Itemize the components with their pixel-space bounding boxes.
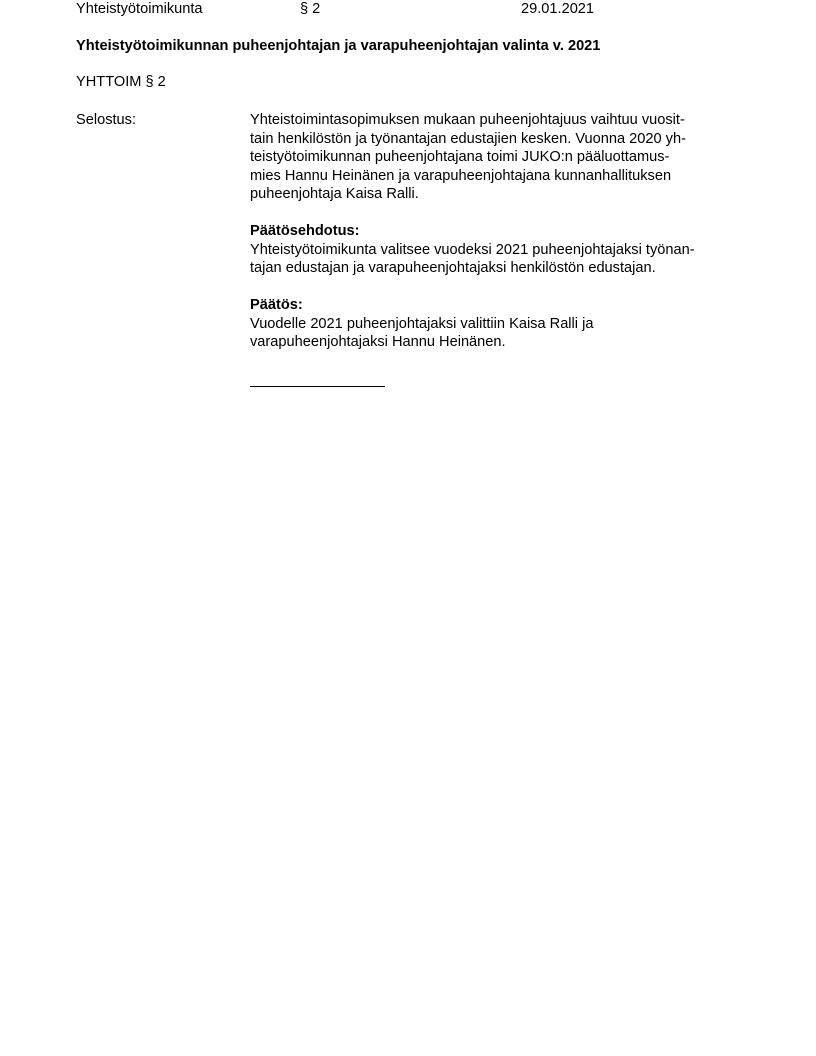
signature-divider: [250, 386, 385, 387]
header-date: 29.01.2021: [521, 1, 595, 17]
header-section-number: § 2: [300, 1, 321, 17]
selostus-line: tain henkilöstön ja työnantajan edustajien kesken. Vuonna 2020 yh-: [250, 130, 686, 147]
header-organization: Yhteistyötoimikunta: [76, 1, 203, 17]
selostus-label: Selostus:: [76, 112, 137, 128]
document-title: Yhteistyötoimikunnan puheenjohtajan ja varapuheenjohtajan valinta v. 2021: [76, 38, 601, 54]
document-reference: YHTTOIM § 2: [76, 74, 166, 90]
paatos-heading: Päätös:: [250, 297, 303, 313]
selostus-line: teistyötoimikunnan puheenjohtajana toimi JUKO:n pääluottamus-: [250, 149, 670, 165]
paatos-line: Vuodelle 2021 puheenjohtajaksi valittiin Kaisa Ralli ja: [250, 315, 594, 332]
paatos-line: varapuheenjohtajaksi Hannu Heinänen.: [250, 334, 506, 350]
selostus-line: puheenjohtaja Kaisa Ralli.: [250, 186, 419, 202]
paatos-section: [250, 296, 750, 352]
paatosehdotus-line: tajan edustajan ja varapuheenjohtajaksi henkilöstön edustajan.: [250, 260, 656, 276]
paatosehdotus-section: [250, 222, 750, 278]
selostus-line: mies Hannu Heinänen ja varapuheenjohtajana kunnanhallituksen: [250, 167, 672, 184]
selostus-paragraph: [250, 111, 750, 204]
paatosehdotus-heading: Päätösehdotus:: [250, 223, 360, 239]
selostus-line: Yhteistoimintasopimuksen mukaan puheenjohtajuus vaihtuu vuosit-: [250, 112, 685, 128]
paatosehdotus-line: Yhteistyötoimikunta valitsee vuodeksi 2021 puheenjohtajaksi työnan-: [250, 241, 695, 258]
